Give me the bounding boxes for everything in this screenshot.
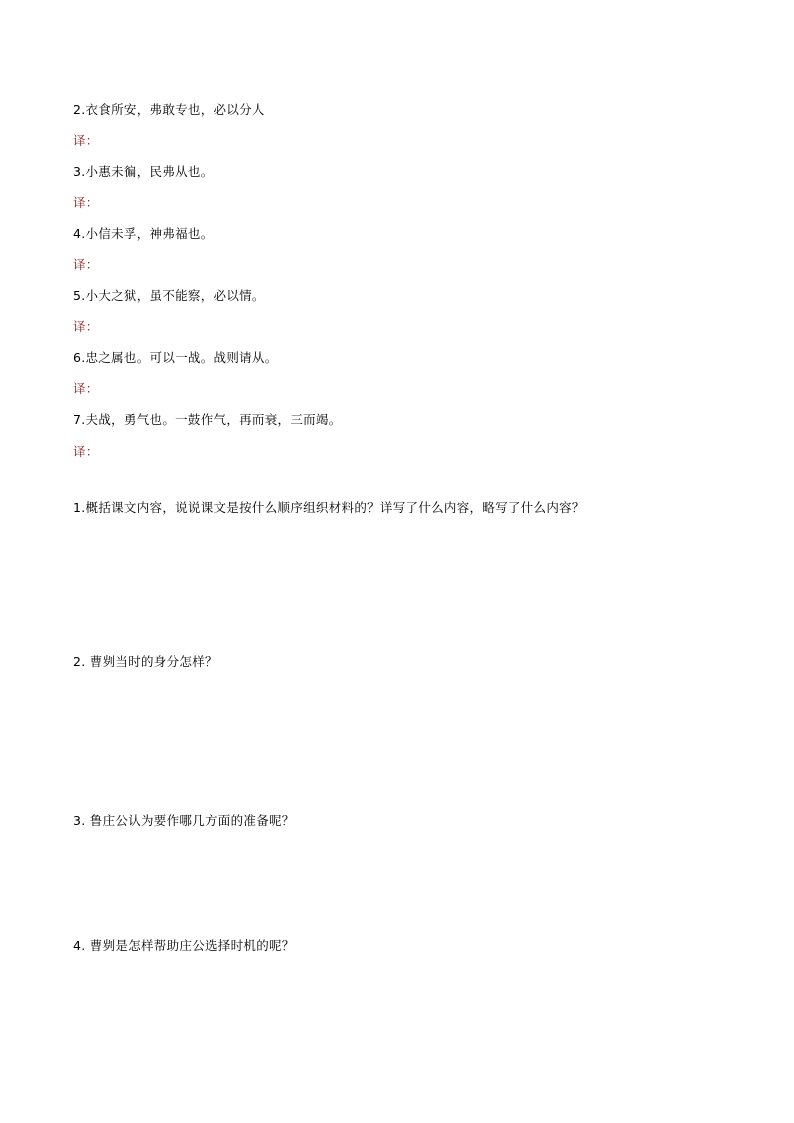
sentence-6: 6.忠之属也。可以一战。战则请从。 bbox=[73, 350, 278, 365]
sentence-3: 3.小惠未徧，民弗从也。 bbox=[73, 164, 214, 179]
sentence-2: 2.衣食所安，弗敢专也，必以分人 bbox=[73, 102, 265, 117]
sentence-4: 4.小信未孚，神弗福也。 bbox=[73, 226, 214, 241]
question-4: 4. 曹刿是怎样帮助庄公选择时机的呢？ bbox=[73, 938, 295, 953]
translate-label-7: 译： bbox=[73, 444, 99, 459]
translate-label-6: 译： bbox=[73, 381, 99, 396]
sentence-5: 5.小大之狱，虽不能察，必以情。 bbox=[73, 288, 265, 303]
translate-label-4: 译： bbox=[73, 257, 99, 272]
translate-label-3: 译： bbox=[73, 195, 99, 210]
question-1: 1.概括课文内容，说说课文是按什么顺序组织材料的？详写了什么内容，略写了什么内容？ bbox=[73, 500, 585, 515]
translate-label-2: 译： bbox=[73, 133, 99, 148]
translate-label-5: 译： bbox=[73, 319, 99, 334]
question-3: 3. 鲁庄公认为要作哪几方面的准备呢？ bbox=[73, 813, 295, 828]
sentence-7: 7.夫战，勇气也。一鼓作气，再而衰，三而竭。 bbox=[73, 412, 342, 427]
question-2: 2. 曹刿当时的身分怎样？ bbox=[73, 654, 218, 669]
